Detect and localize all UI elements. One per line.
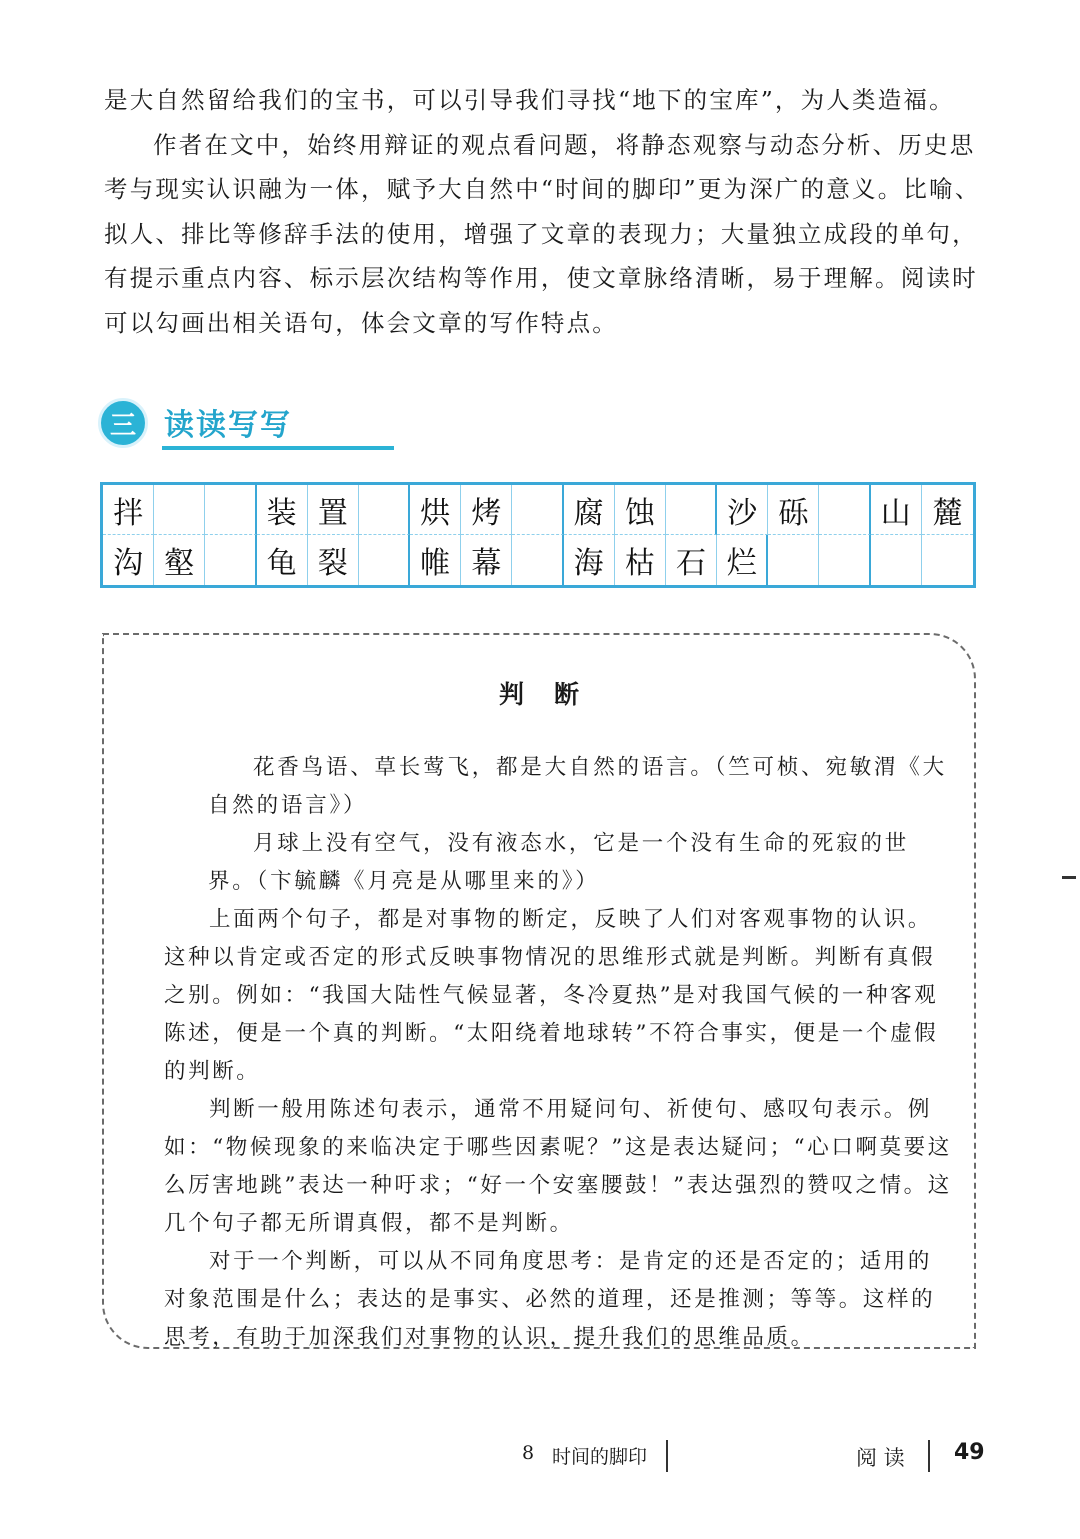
grid-cell <box>154 485 205 535</box>
grid-cell: 腐 <box>564 485 615 535</box>
vocabulary-grid <box>100 482 976 588</box>
box-title: 判断 <box>498 680 609 709</box>
grid-cell: 龟 <box>257 535 308 585</box>
grid-cell <box>768 535 819 585</box>
page-number: 49 <box>954 1440 985 1465</box>
box-paragraph-2: 判断一般用陈述句表示，通常不用疑问句、祈使句、感叹句表示。例如：“物候现象的来临决定于哪些因素呢？”这是表达疑问；“心口啊莫要这么厉害地跳”表达一种吁求；“好一个安塞腰鼓！”表达强烈的赞叹之情。这几个句子都无所谓真假，都不是判断。 <box>164 1097 952 1236</box>
grid-cell: 沟 <box>103 535 154 585</box>
grid-cell: 烂 <box>717 535 768 585</box>
example-quote-1: 花香鸟语、草长莺飞，都是大自然的语言。（竺可桢、宛敏渭《大自然的语言》） <box>208 755 947 818</box>
section-title: 读读写写 <box>164 408 292 443</box>
edge-mark <box>1062 876 1076 879</box>
grid-cell: 装 <box>257 485 308 535</box>
grid-cell: 帷 <box>410 535 461 585</box>
grid-cell <box>512 485 563 535</box>
grid-cell <box>205 535 256 585</box>
grid-cell: 砾 <box>768 485 819 535</box>
grid-cell: 沙 <box>717 485 768 535</box>
footer-lesson-number: 8 <box>522 1442 535 1464</box>
grid-cell: 烤 <box>461 485 512 535</box>
grid-cell: 幕 <box>461 535 512 585</box>
grid-cell: 拌 <box>103 485 154 535</box>
footer-unit-label: 阅 读 <box>856 1446 905 1470</box>
example-quote-2: 月球上没有空气，没有液态水，它是一个没有生命的死寂的世界。（卞毓麟《月亮是从哪里来的》） <box>208 831 910 894</box>
grid-cell: 石 <box>666 535 717 585</box>
grid-cell <box>205 485 256 535</box>
grid-cell: 烘 <box>410 485 461 535</box>
grid-cell <box>819 485 870 535</box>
intro-text <box>104 78 984 345</box>
grid-cell: 置 <box>308 485 359 535</box>
grid-cell: 裂 <box>308 535 359 585</box>
grid-cell <box>666 485 717 535</box>
intro-paragraph-1: 是大自然留给我们的宝书，可以引导我们寻找“地下的宝库”，为人类造福。 <box>104 86 955 114</box>
grid-cell <box>871 535 922 585</box>
footer-divider <box>666 1440 668 1472</box>
box-paragraph-1: 上面两个句子，都是对事物的断定，反映了人们对客观事物的认识。这种以肯定或否定的形式反映事物情况的思维形式就是判断。判断有真假之别。例如：“我国大陆性气候显著，冬冷夏热”是对我国气候的一种客观陈述，便是一个真的判断。“太阳绕着地球转”不符合事实，便是一个虚假的判断。 <box>164 907 939 1084</box>
grid-cell <box>922 535 973 585</box>
intro-paragraph-2: 作者在文中，始终用辩证的观点看问题，将静态观察与动态分析、历史思考与现实认识融为一体，赋予大自然中“时间的脚印”更为深广的意义。比喻、拟人、排比等修辞手法的使用，增强了文章的表现力；大量独立成段的单句，有提示重点内容、标示层次结构等作用，使文章脉络清晰，易于理解。阅读时可以勾画出相关语句，体会文章的写作特点。 <box>104 130 981 337</box>
box-paragraph-3: 对于一个判断，可以从不同角度思考：是肯定的还是否定的；适用的对象范围是什么；表达的是事实、必然的道理，还是推测；等等。这样的思考，有助于加深我们对事物的认识，提升我们的思维品质。 <box>164 1249 936 1350</box>
grid-cell: 海 <box>564 535 615 585</box>
grid-cell <box>359 485 410 535</box>
grid-cell: 蚀 <box>615 485 666 535</box>
section-number-badge: 三 <box>98 398 148 448</box>
footer-divider <box>928 1440 930 1472</box>
grid-cell <box>819 535 870 585</box>
grid-cell <box>359 535 410 585</box>
grid-cell: 壑 <box>154 535 205 585</box>
grid-cell: 枯 <box>615 535 666 585</box>
footer-lesson-title: 时间的脚印 <box>552 1446 648 1468</box>
grid-cell <box>512 535 563 585</box>
box-body <box>164 901 956 1357</box>
knowledge-box <box>102 633 976 1349</box>
grid-cell: 山 <box>871 485 922 535</box>
section-title-underline <box>162 446 394 450</box>
grid-cell: 麓 <box>922 485 973 535</box>
